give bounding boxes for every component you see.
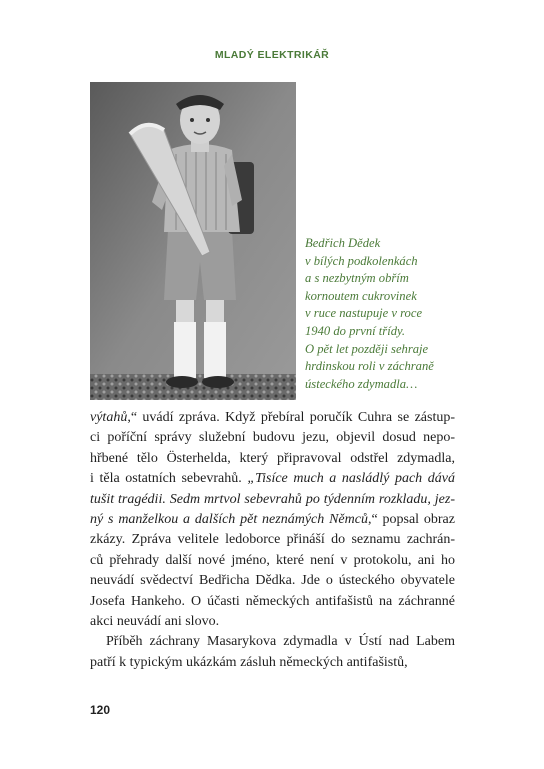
text-line [90, 571, 455, 591]
text-run: Příběh záchrany Masarykova zdymadla v Ústí nad Labem [106, 634, 455, 650]
italic-quote: výtahů [90, 410, 128, 425]
italic-quote: „Tisíce much a nasládlý pach dává [247, 471, 455, 487]
text-line [90, 530, 455, 550]
text-line [90, 510, 455, 530]
photo-caption [305, 235, 455, 393]
caption-line: a s nezbytným obřím [305, 271, 409, 286]
text-run: hřbené tělo Österhelda, který připravoval odstřel zdymadla, [90, 450, 455, 466]
body-text [90, 408, 455, 673]
caption-line: Bedřich Dědek [305, 236, 381, 250]
caption-line: v bílých podkolenkách [305, 253, 418, 268]
page-number: 120 [90, 703, 111, 717]
text-run: i těla ostatních sebevrahů. [90, 471, 248, 487]
text-line [90, 612, 455, 632]
caption-line: O pět let později sehraje [305, 341, 429, 356]
running-title: MLADÝ ELEKTRIKÁŘ [214, 49, 330, 61]
text-run: neuvádí svědectví Bedřicha Dědka. Jde o ústeckého obyvatele [90, 573, 455, 589]
text-run: zkázy. Zpráva velitele ledoborce přináší do seznamu zachrán- [90, 532, 455, 548]
caption-line: 1940 do první třídy. [305, 323, 406, 338]
caption-line: v ruce nastupuje v roce [305, 306, 423, 321]
text-run: Josefa Hankeho. O účasti německých antifašistů na záchranné [90, 593, 455, 609]
text-run: ,“ uvádí zpráva. Když přebíral poručík Cuhra se zástup- [127, 410, 455, 425]
caption-line: hrdinskou roli v záchraně [305, 359, 434, 374]
text-run: ci poříční správy služební budovu jezu, objevil dosud nepo- [90, 430, 455, 446]
boy-with-school-cone-photo [90, 82, 296, 400]
caption-line: kornoutem cukrovinek [305, 288, 417, 303]
text-line [90, 551, 455, 571]
caption-line: ústeckého zdymadla… [305, 376, 418, 391]
italic-quote: ný s manželkou a dalších pět neznámých Němců [90, 512, 368, 528]
text-line [90, 449, 455, 469]
text-run: patří k typickým ukázkám zásluh německých antifašistů, [90, 654, 408, 670]
text-run: akci neuvádí ani slovo. [90, 614, 220, 630]
text-line [90, 592, 455, 612]
text-line [90, 408, 455, 428]
text-line [90, 469, 455, 489]
italic-quote: tušit tragédii. Sedm mrtvol sebevrahů po týdenním rozkladu, jez- [90, 491, 455, 507]
text-run: ců přehrady další nové jméno, které není v protokolu, ani ho [90, 552, 455, 568]
text-line [90, 653, 455, 673]
text-run: ,“ popsal obraz [367, 512, 455, 528]
text-line [90, 632, 455, 652]
text-line [90, 428, 455, 448]
text-line [90, 490, 455, 510]
